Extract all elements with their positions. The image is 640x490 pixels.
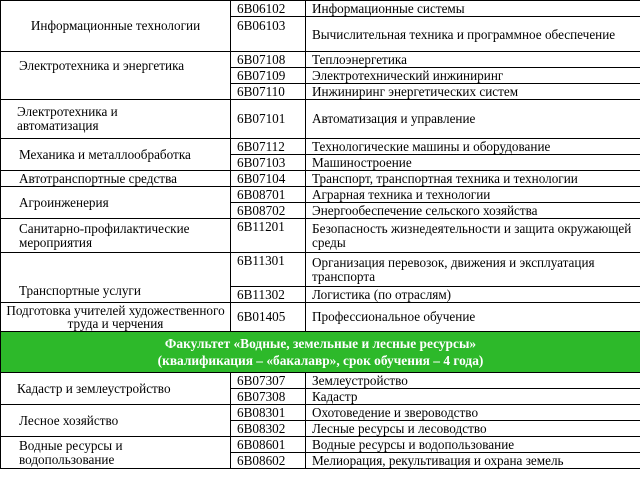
code-cell: 6В07108 xyxy=(231,52,306,68)
area-cell: Лесное хозяйство xyxy=(1,405,231,437)
table-row xyxy=(1,253,640,287)
code-cell: 6В07104 xyxy=(231,171,306,187)
code-cell: 6В07109 xyxy=(231,68,306,84)
code-cell: 6В07307 xyxy=(231,373,306,389)
faculty-qualification: (квалификация – «бакалавр», срок обучения – 4 года) xyxy=(157,353,484,368)
program-cell: Аграрная техника и технологии xyxy=(306,187,640,203)
table-row xyxy=(1,187,640,203)
code-cell: 6В08702 xyxy=(231,203,306,219)
program-cell: Охотоведение и звероводство xyxy=(306,405,640,421)
table-row xyxy=(1,373,640,389)
area-cell: Подготовка учителей художественного труда и черчения xyxy=(1,303,231,332)
table-row xyxy=(1,1,640,17)
code-cell: 6В11301 xyxy=(231,253,306,287)
area-cell: Электротехника и энергетика xyxy=(1,52,231,100)
code-cell: 6В06103 xyxy=(231,17,306,52)
code-cell: 6В07101 xyxy=(231,100,306,139)
table-row xyxy=(1,405,640,421)
program-cell: Организация перевозок, движения и эксплуатация транспорта xyxy=(306,253,640,287)
program-cell: Электротехнический инжиниринг xyxy=(306,68,640,84)
program-cell: Логистика (по отраслям) xyxy=(306,287,640,303)
code-cell: 6В07103 xyxy=(231,155,306,171)
program-cell: Информационные системы xyxy=(306,1,640,17)
program-cell: Теплоэнергетика xyxy=(306,52,640,68)
program-cell: Землеустройство xyxy=(306,373,640,389)
area-cell: Механика и металлообработка xyxy=(1,139,231,171)
area-cell: Агроинженерия xyxy=(1,187,231,219)
program-cell: Мелиорация, рекультивация и охрана земель xyxy=(306,453,640,469)
program-cell: Технологические машины и оборудование xyxy=(306,139,640,155)
code-cell: 6В08302 xyxy=(231,421,306,437)
program-cell: Инжиниринг энергетических систем xyxy=(306,84,640,100)
code-cell: 6В07110 xyxy=(231,84,306,100)
code-cell: 6В11201 xyxy=(231,219,306,253)
code-cell: 6В08701 xyxy=(231,187,306,203)
program-cell: Водные ресурсы и водопользование xyxy=(306,437,640,453)
code-cell: 6В08602 xyxy=(231,453,306,469)
faculty-banner xyxy=(1,332,640,373)
table-row xyxy=(1,52,640,68)
code-cell: 6В08301 xyxy=(231,405,306,421)
area-cell: Санитарно-профилактические мероприятия xyxy=(1,219,231,253)
code-cell: 6В08601 xyxy=(231,437,306,453)
table-row xyxy=(1,171,640,187)
program-cell: Вычислительная техника и программное обеспечение xyxy=(306,17,640,52)
table-row xyxy=(1,139,640,155)
faculty-title: Факультет «Водные, земельные и лесные ресурсы» xyxy=(164,336,477,351)
code-cell: 6В07112 xyxy=(231,139,306,155)
program-cell: Энергообеспечение сельского хозяйства xyxy=(306,203,640,219)
program-cell: Автоматизация и управление xyxy=(306,100,640,139)
area-cell: Водные ресурсы и водопользование xyxy=(1,437,231,469)
program-cell: Безопасность жизнедеятельности и защита окружающей среды xyxy=(306,219,640,253)
table-row xyxy=(1,219,640,253)
code-cell: 6В06102 xyxy=(231,1,306,17)
table-row xyxy=(1,437,640,453)
area-cell: Транспортные услуги xyxy=(1,253,231,303)
code-cell: 6В07308 xyxy=(231,389,306,405)
faculty-row xyxy=(1,332,640,373)
program-cell: Кадастр xyxy=(306,389,640,405)
code-cell: 6В11302 xyxy=(231,287,306,303)
area-cell: Автотранспортные средства xyxy=(1,171,231,187)
code-cell: 6В01405 xyxy=(231,303,306,332)
table-row xyxy=(1,100,640,139)
program-cell: Машиностроение xyxy=(306,155,640,171)
table-row xyxy=(1,303,640,332)
area-cell: Электротехника и автоматизация xyxy=(1,100,231,139)
program-cell: Транспорт, транспортная техника и технологии xyxy=(306,171,640,187)
area-cell: Информационные технологии xyxy=(1,1,231,52)
program-cell: Лесные ресурсы и лесоводство xyxy=(306,421,640,437)
area-cell: Кадастр и землеустройство xyxy=(1,373,231,405)
program-cell: Профессиональное обучение xyxy=(306,303,640,332)
